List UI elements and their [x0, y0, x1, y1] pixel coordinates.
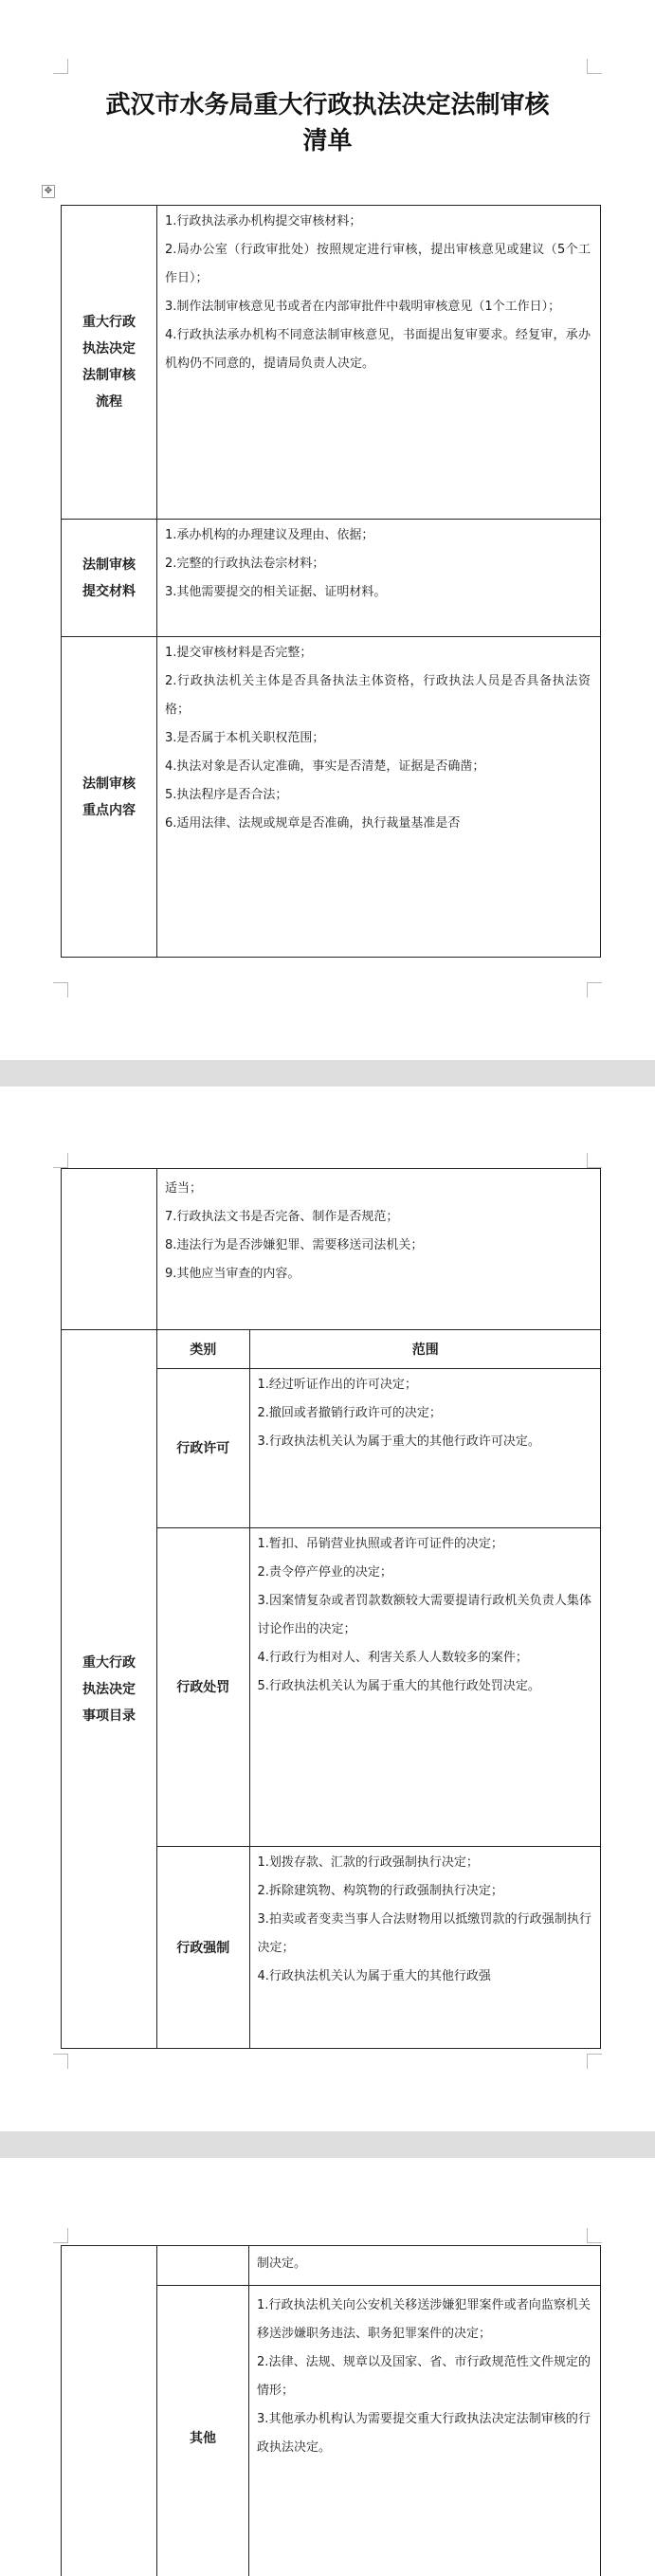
crop-mark [587, 982, 602, 997]
list-item: 2.拆除建筑物、构筑物的行政强制执行决定； [257, 1883, 503, 1898]
enforcement-items [249, 1846, 601, 2048]
list-item: 4.执法对象是否认定准确，事实是否清楚，证据是否确凿； [165, 759, 485, 774]
row-enforcement-continued [62, 2246, 601, 2286]
review-focus-items-continued [157, 1169, 601, 1330]
label-decision-catalog: 重大行政 执法决定 事项目录 [62, 1330, 157, 2049]
title-line-2: 清单 [302, 127, 353, 155]
category-penalty: 行政处罚 [157, 1527, 249, 1846]
list-item: 适当； [165, 1181, 203, 1196]
review-table-part-2 [61, 1168, 601, 2049]
page-separator [0, 1060, 655, 1087]
review-table-part-1 [61, 205, 601, 958]
category-enforcement: 行政强制 [157, 1846, 249, 2048]
list-item: 3.是否属于本机关职权范围； [165, 731, 325, 745]
label-review-process: 重大行政 执法决定 法制审核 流程 [62, 206, 157, 520]
category-licensing: 行政许可 [157, 1368, 249, 1527]
review-table-part-3 [61, 2245, 601, 2576]
list-item: 1.划拨存款、汇款的行政强制执行决定； [257, 1854, 479, 1870]
row-decision-catalog [62, 1330, 601, 2049]
list-item: 9.其他应当审查的内容。 [165, 1267, 300, 1281]
list-item: 2.责令停产停业的决定； [257, 1564, 392, 1580]
list-item: 1.暂扣、吊销营业执照或者许可证件的决定； [257, 1536, 503, 1551]
review-process-items [157, 206, 601, 520]
label-empty [62, 2246, 157, 2576]
list-item: 7.行政执法文书是否完备、制作是否规范； [165, 1210, 399, 1224]
table-move-handle-icon[interactable]: ✥ [42, 185, 55, 198]
list-item: 2.完整的行政执法卷宗材料； [165, 557, 325, 571]
list-item: 4.行政执法机关认为属于重大的其他行政强 [257, 1968, 491, 1983]
crop-mark [53, 2054, 68, 2069]
list-item: 2.撤回或者撤销行政许可的决定； [257, 1405, 442, 1420]
list-item: 1.提交审核材料是否完整； [165, 646, 313, 660]
row-submission-materials [62, 520, 601, 637]
row-review-process [62, 206, 601, 520]
column-header-category: 类别 [157, 1330, 249, 1368]
penalty-items [249, 1527, 601, 1846]
list-item: 1.行政执法机关向公安机关移送涉嫌犯罪案件或者向监察机关移送涉嫌职务违法、职务犯罪案件的决定； [257, 2298, 591, 2341]
category-other: 其他 [157, 2286, 249, 2576]
label-submission-materials: 法制审核 提交材料 [62, 520, 157, 637]
category-empty [157, 2246, 249, 2286]
enforcement-items-continued [249, 2246, 601, 2286]
list-item: 2.局办公室（行政审批处）按照规定进行审核，提出审核意见或建议（5个工作日）； [165, 243, 591, 285]
list-item: 制决定。 [257, 2256, 307, 2271]
list-item: 6.适用法律、法规或规章是否准确，执行裁量基准是否 [165, 816, 461, 831]
licensing-items [249, 1368, 601, 1527]
list-item: 3.拍卖或者变卖当事人合法财物用以抵缴罚款的行政强制执行决定； [257, 1911, 591, 1955]
crop-mark [53, 59, 68, 74]
label-review-focus: 法制审核 重点内容 [62, 637, 157, 958]
list-item: 8.违法行为是否涉嫌犯罪、需要移送司法机关； [165, 1238, 424, 1252]
row-review-focus-continued [62, 1169, 601, 1330]
crop-mark [53, 2228, 68, 2243]
document-page-2 [0, 1087, 655, 2131]
submission-materials-items [157, 520, 601, 637]
page-separator [0, 2131, 655, 2158]
list-item: 5.行政执法机关认为属于重大的其他行政处罚决定。 [257, 1678, 540, 1693]
crop-mark [587, 1153, 602, 1168]
catalog-row-licensing [157, 1368, 601, 1527]
list-item: 1.经过听证作出的许可决定； [257, 1377, 417, 1392]
document-page-1 [0, 0, 655, 1060]
catalog-row-enforcement [157, 1846, 601, 2048]
crop-mark [587, 2228, 602, 2243]
catalog-inner-table [157, 1330, 601, 2048]
row-review-focus [62, 637, 601, 958]
list-item: 1.承办机构的办理建议及理由、依据； [165, 528, 374, 542]
page-title [57, 87, 598, 159]
label-empty [62, 1169, 157, 1330]
crop-mark [587, 59, 602, 74]
document-page-3 [0, 2158, 655, 2576]
catalog-header-row [157, 1330, 601, 1368]
list-item: 1.行政执法承办机构提交审核材料； [165, 214, 362, 228]
catalog-cell [157, 1330, 601, 2049]
title-line-1: 武汉市水务局重大行政执法决定法制审核 [105, 91, 550, 119]
catalog-row-penalty [157, 1527, 601, 1846]
list-item: 2.法律、法规、规章以及国家、省、市行政规范性文件规定的情形； [257, 2355, 591, 2398]
crop-mark [587, 2054, 602, 2069]
list-item: 2.行政执法机关主体是否具备执法主体资格，行政执法人员是否具备执法资格； [165, 674, 591, 717]
list-item: 3.其他需要提交的相关证据、证明材料。 [165, 585, 387, 599]
column-header-scope: 范围 [249, 1330, 601, 1368]
list-item: 5.执法程序是否合法； [165, 788, 288, 802]
list-item: 3.制作法制审核意见书或者在内部审批件中载明审核意见（1个工作日）； [165, 300, 561, 314]
list-item: 3.因案情复杂或者罚款数额较大需要提请行政机关负责人集体讨论作出的决定； [257, 1593, 591, 1636]
crop-mark [53, 1153, 68, 1168]
list-item: 3.行政执法机关认为属于重大的其他行政许可决定。 [257, 1434, 540, 1449]
crop-mark [53, 982, 68, 997]
list-item: 4.行政行为相对人、利害关系人人数较多的案件； [257, 1650, 528, 1665]
list-item: 4.行政执法承办机构不同意法制审核意见，书面提出复审要求。经复审，承办机构仍不同意的，提请局负责人决定。 [165, 328, 591, 371]
review-focus-items [157, 637, 601, 958]
other-items [249, 2286, 601, 2576]
list-item: 3.其他承办机构认为需要提交重大行政执法决定法制审核的行政执法决定。 [257, 2412, 591, 2455]
